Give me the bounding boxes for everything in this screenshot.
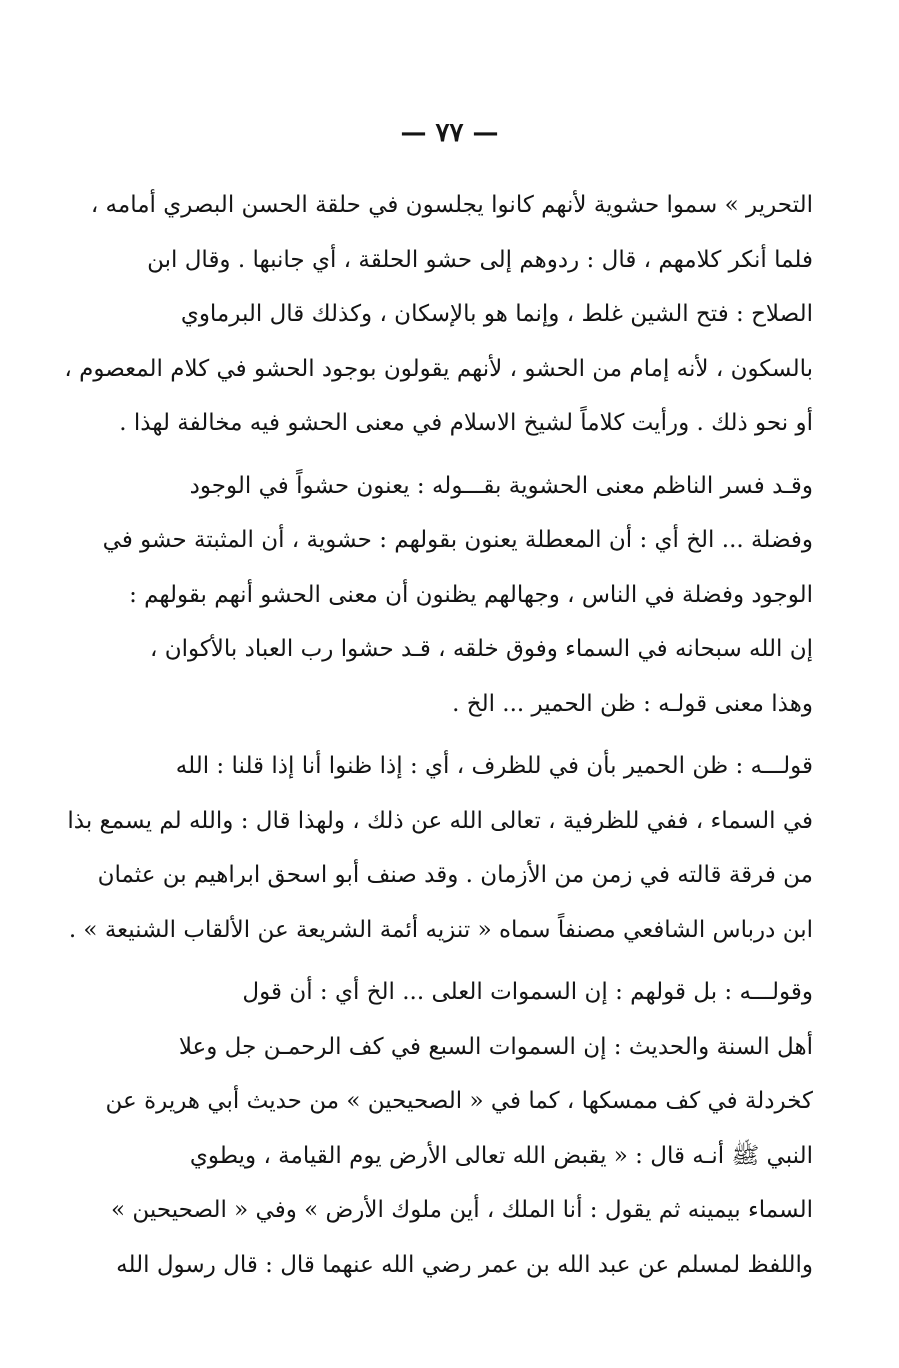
text-line: السماء بيمينه ثم يقول : أنا الملك ، أين ملوك الأرض » وفي « الصحيحين »: [111, 1197, 813, 1223]
text-line: أهل السنة والحديث : إن السموات السبع في كف الرحمـن جل وعلا: [178, 1033, 813, 1060]
text-line: من فرقة قالته في زمن من الأزمان . وقد صنف أبو اسحق ابراهيم بن عثمان: [97, 862, 813, 888]
text-line: الوجود وفضلة في الناس ، وجهالهم يظنون أن معنى الحشو أنهم بقولهم :: [129, 581, 813, 608]
text-line: واللفظ لمسلم عن عبد الله بن عمر رضي الله عنهما قال : قال رسول الله: [116, 1251, 813, 1278]
paragraph-gap: [188, 731, 813, 739]
text-line: وقـد فسر الناظم معنى الحشوية بقـــوله : يعنون حشواً في الوجود: [189, 472, 813, 499]
text-line: الصلاح : فتح الشين غلط ، وإنما هو بالإسكان ، وكذلك قال البرماوي: [180, 301, 813, 327]
text-line: بالسكون ، لأنه إمام من الحشو ، لأنهم يقولون بوجود الحشو في كلام المعصوم ،: [64, 355, 813, 382]
paragraph-gap: [188, 451, 813, 459]
text-line: التحرير » سموا حشوية لأنهم كانوا يجلسون في حلقة الحسن البصري أمامه ،: [90, 192, 813, 218]
paragraph-gap: [188, 957, 813, 965]
text-line: إن الله سبحانه في السماء وفوق خلقه ، قـد حشوا رب العباد بالأكوان ،: [149, 636, 813, 662]
text-line: كخردلة في كف ممسكها ، كما في « الصحيحين » من حديث أبي هريرة عن: [105, 1088, 813, 1114]
paragraph: [105, 965, 813, 1292]
paragraph: [64, 178, 813, 451]
text-line: وقولـــه : بل قولهم : إن السموات العلى ... الخ أي : أن قول: [242, 979, 813, 1005]
text-line: النبي ﷺ أنـه قال : « يقبض الله تعالى الأرض يوم القيامة ، ويطوي: [189, 1142, 813, 1169]
text-line: فلما أنكر كلامهم ، قال : ردوهم إلى حشو الحلقة ، أي جانبها . وقال ابن: [147, 246, 813, 273]
text-line: ابن درباس الشافعي مصنفاً سماه « تنزيه أئمة الشريعة عن الألقاب الشنيعة » .: [68, 916, 813, 943]
text-line: وهذا معنى قولـه : ظن الحمير ... الخ .: [452, 690, 813, 717]
body-text: [64, 178, 813, 1292]
text-line: وفضلة ... الخ أي : أن المعطلة يعنون بقولهم : حشوية ، أن المثبتة حشو في: [102, 527, 813, 553]
text-line: أو نحو ذلك . ورأيت كلاماً لشيخ الاسلام في معنى الحشو فيه مخالفة لهذا .: [119, 410, 813, 436]
text-line: في السماء ، ففي للظرفية ، تعالى الله عن ذلك ، ولهذا قال : والله لم يسمع بذا: [67, 807, 813, 834]
page-number: — ٧٧ —: [400, 118, 499, 148]
paragraph: [102, 459, 813, 732]
paragraph: [67, 739, 813, 957]
text-line: قولـــه : ظن الحمير بأن في للظرف ، أي : إذا ظنوا أنا إذا قلنا : الله: [175, 753, 813, 779]
